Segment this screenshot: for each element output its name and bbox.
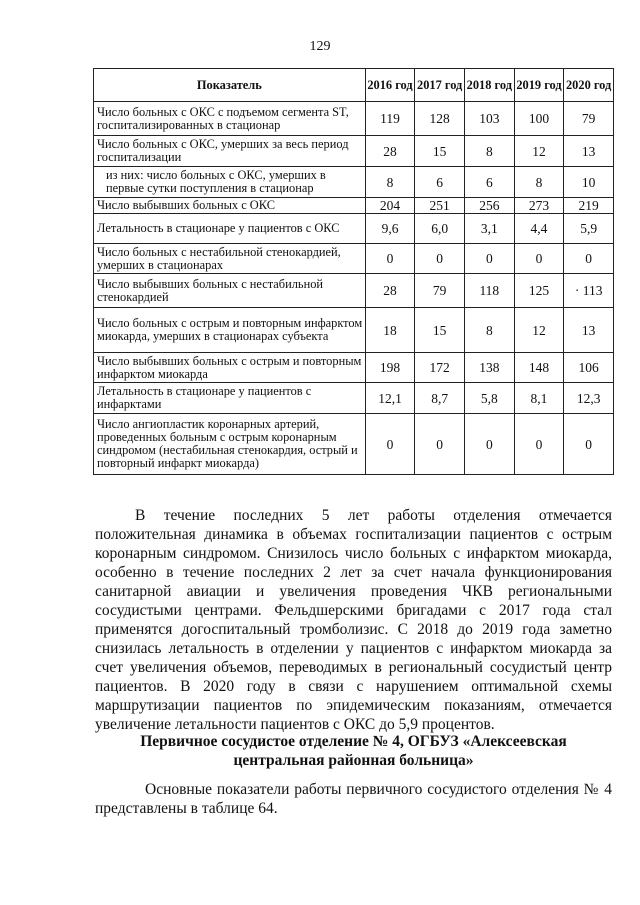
- cell-value: 28: [365, 136, 415, 167]
- header-indicator: Показатель: [94, 69, 366, 102]
- row-label: Число выбывших больных с острым и повторным инфарктом миокарда: [94, 353, 366, 383]
- row-label: Число больных с ОКС, умерших за весь период госпитализации: [94, 136, 366, 167]
- cell-value: 8,7: [415, 383, 465, 414]
- cell-value: 0: [464, 414, 514, 475]
- cell-value: 0: [514, 414, 564, 475]
- cell-value: 172: [415, 353, 465, 383]
- header-year: 2018 год: [464, 69, 514, 102]
- cell-value: 5,9: [564, 214, 614, 244]
- row-label: Летальность в стационаре у пациентов с ОКС: [94, 214, 366, 244]
- cell-value: 6,0: [415, 214, 465, 244]
- table-row: [94, 136, 614, 167]
- cell-value: 15: [415, 308, 465, 353]
- row-label: Число больных с нестабильной стенокардией, умерших в стационарах: [94, 244, 366, 274]
- table-row: [94, 414, 614, 475]
- cell-value: 0: [464, 244, 514, 274]
- cell-value: 103: [464, 102, 514, 136]
- page-number: 129: [309, 39, 331, 54]
- row-label: из них: число больных с ОКС, умерших в первые сутки поступления в стационар: [94, 167, 366, 198]
- cell-value: 0: [564, 244, 614, 274]
- cell-value: 13: [564, 308, 614, 353]
- cell-value: 125: [514, 274, 564, 308]
- table-row: [94, 308, 614, 353]
- cell-value: 204: [365, 198, 415, 214]
- cell-value: 119: [365, 102, 415, 136]
- cell-value: 118: [464, 274, 514, 308]
- cell-value: 12,3: [564, 383, 614, 414]
- cell-value: 0: [415, 244, 465, 274]
- header-year: 2019 год: [514, 69, 564, 102]
- cell-value: · 113: [564, 274, 614, 308]
- cell-value: 138: [464, 353, 514, 383]
- table-row: [94, 198, 614, 214]
- cell-value: 219: [564, 198, 614, 214]
- cell-value: 3,1: [464, 214, 514, 244]
- cell-value: 28: [365, 274, 415, 308]
- cell-value: 0: [365, 244, 415, 274]
- cell-value: 5,8: [464, 383, 514, 414]
- cell-value: 148: [514, 353, 564, 383]
- cell-value: 12: [514, 308, 564, 353]
- cell-value: 128: [415, 102, 465, 136]
- cell-value: 12: [514, 136, 564, 167]
- cell-value: 0: [514, 244, 564, 274]
- row-label: Число больных с ОКС с подъемом сегмента ST, госпитализированных в стационар: [94, 102, 366, 136]
- cell-value: 9,6: [365, 214, 415, 244]
- cell-value: 0: [415, 414, 465, 475]
- indicators-table: [93, 68, 614, 475]
- row-label: Число выбывших больных с ОКС: [94, 198, 366, 214]
- cell-value: 4,4: [514, 214, 564, 244]
- body-paragraph: В течение последних 5 лет работы отделения отмечается положительная динамика в объемах госпитализации пациентов с острым коронарным синдромом. Снизилось число больных с инфарктом миокарда, особенно в течение последних 2 лет за счет начала функционирования санитарной авиации и увеличения проведения ЧКВ региональными сосудистыми центрами. Фельдшерскими бригадами с 2017 года стал применятся догоспитальный тромболизис. С 2018 до 2019 года заметно снизилась летальность в отделении у пациентов с инфарктом миокарда за счет увеличения объемов, переводимых в региональный сосудистый центр пациентов. В 2020 году в связи с нарушением оптимальной схемы маршрутизации пациентов по эпидемическим показаниям, отмечается увеличение летальности пациентов с ОКС до 5,9 процентов.: [95, 507, 612, 733]
- row-label: Число выбывших больных с нестабильной стенокардией: [94, 274, 366, 308]
- cell-value: 8,1: [514, 383, 564, 414]
- cell-value: 8: [464, 308, 514, 353]
- cell-value: 106: [564, 353, 614, 383]
- table-row: [94, 214, 614, 244]
- table-row: [94, 383, 614, 414]
- cell-value: 100: [514, 102, 564, 136]
- section-heading: Первичное сосудистое отделение № 4, ОГБУЗ «Алексеевская центральная районная больница»: [140, 733, 567, 769]
- cell-value: 198: [365, 353, 415, 383]
- table-row: [94, 244, 614, 274]
- cell-value: 6: [415, 167, 465, 198]
- body-paragraph: Основные показатели работы первичного сосудистого отделения № 4 представлены в таблице 64.: [95, 781, 612, 817]
- header-year: 2020 год: [564, 69, 614, 102]
- cell-value: 0: [365, 414, 415, 475]
- cell-value: 0: [564, 414, 614, 475]
- row-label: Число больных с острым и повторным инфарктом миокарда, умерших в стационарах субъекта: [94, 308, 366, 353]
- table-row: [94, 274, 614, 308]
- cell-value: 12,1: [365, 383, 415, 414]
- table-header-row: [94, 69, 614, 102]
- cell-value: 13: [564, 136, 614, 167]
- table-row: [94, 353, 614, 383]
- cell-value: 79: [415, 274, 465, 308]
- cell-value: 15: [415, 136, 465, 167]
- cell-value: 18: [365, 308, 415, 353]
- table-row: [94, 102, 614, 136]
- cell-value: 251: [415, 198, 465, 214]
- cell-value: 6: [464, 167, 514, 198]
- cell-value: 8: [514, 167, 564, 198]
- cell-value: 256: [464, 198, 514, 214]
- cell-value: 10: [564, 167, 614, 198]
- table-row: [94, 167, 614, 198]
- cell-value: 8: [464, 136, 514, 167]
- header-year: 2016 год: [365, 69, 415, 102]
- cell-value: 273: [514, 198, 564, 214]
- cell-value: 79: [564, 102, 614, 136]
- header-year: 2017 год: [415, 69, 465, 102]
- row-label: Летальность в стационаре у пациентов с инфарктами: [94, 383, 366, 414]
- row-label: Число ангиопластик коронарных артерий, проведенных больным с острым коронарным синдромом (нестабильная стенокардия, острый и повторный инфаркт миокарда): [94, 414, 366, 475]
- cell-value: 8: [365, 167, 415, 198]
